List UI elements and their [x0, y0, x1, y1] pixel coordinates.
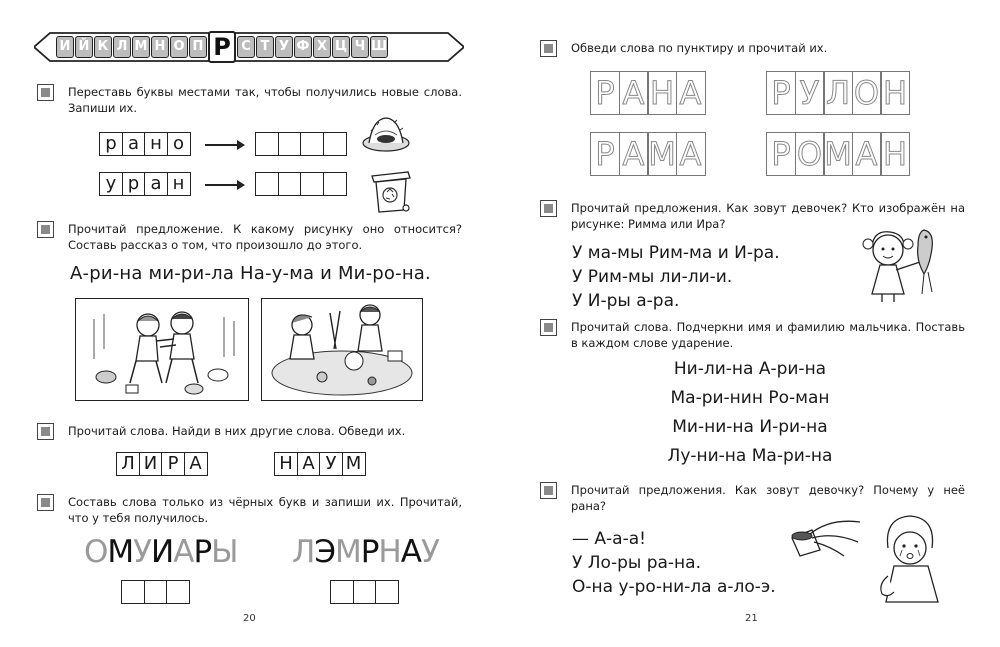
- task-checkbox[interactable]: [37, 423, 54, 440]
- text-line: У Рим-мы ли-ли-и.: [572, 267, 733, 287]
- gray-letter: Н: [378, 534, 401, 570]
- answer-cells[interactable]: [255, 172, 347, 196]
- answer-cells[interactable]: [330, 580, 399, 604]
- answer-cell[interactable]: [278, 132, 302, 156]
- recycle-bin-icon: [370, 164, 412, 216]
- answer-cells[interactable]: [255, 132, 347, 156]
- word-cells-uran: [99, 172, 191, 196]
- mole-hole-icon: [361, 113, 411, 153]
- letter-cell: н: [167, 172, 191, 196]
- alphabet-letter: Х: [313, 36, 331, 58]
- dotted-letter: Н: [880, 71, 910, 115]
- alphabet-letter: Ц: [332, 36, 350, 58]
- task-sentence-picture: [37, 221, 462, 253]
- black-letter: Э: [314, 534, 335, 570]
- alphabet-letter: Ш: [370, 36, 388, 58]
- dotted-letter: О: [795, 132, 825, 176]
- trace-word-rama[interactable]: [590, 132, 706, 176]
- black-letter: А: [400, 534, 421, 570]
- answer-cell[interactable]: [330, 580, 354, 604]
- dotted-letter: А: [619, 71, 649, 115]
- word-cells-lira[interactable]: [116, 452, 208, 476]
- alphabet-letters: [56, 33, 388, 63]
- answer-cell[interactable]: [300, 132, 324, 156]
- dotted-letter: Р: [766, 132, 796, 176]
- dotted-letter: М: [647, 132, 677, 176]
- reading-lines: [572, 527, 776, 599]
- letter-cell: а: [122, 132, 146, 156]
- task-checkbox[interactable]: [540, 200, 557, 217]
- name-list: [500, 355, 1000, 471]
- picture-boys-fighting[interactable]: [75, 298, 249, 401]
- answer-cell[interactable]: [255, 172, 279, 196]
- trace-word-rulon[interactable]: [766, 71, 910, 115]
- alphabet-letter: О: [170, 36, 188, 58]
- page-number: 21: [745, 613, 758, 624]
- task-checkbox[interactable]: [540, 40, 557, 57]
- gray-letter: М: [334, 534, 361, 570]
- black-letter: Р: [193, 534, 212, 570]
- task-black-letters: [37, 494, 462, 526]
- answer-cell[interactable]: [121, 580, 145, 604]
- task-find-words: [37, 423, 462, 440]
- alphabet-letter: Р: [208, 31, 236, 63]
- answer-cells[interactable]: [121, 580, 190, 604]
- dotted-letter: Н: [647, 71, 677, 115]
- text-line: У И-ры а-ра.: [572, 291, 680, 311]
- task-underline-name: [540, 319, 965, 351]
- dotted-letter: М: [823, 132, 853, 176]
- alphabet-letter: Н: [151, 36, 169, 58]
- aloe-pot-icon: [788, 518, 866, 558]
- text-line: Ма-ри-нин Ро-ман: [670, 388, 830, 408]
- letter-cell: у: [99, 172, 123, 196]
- alphabet-letter: Л: [113, 36, 131, 58]
- letter-cell: Р: [161, 452, 185, 476]
- task-instruction: Прочитай слова. Подчеркни имя и фамилию мальчика. Поставь в каждом слове ударение.: [571, 320, 965, 350]
- letter-puzzle-2: [292, 534, 439, 570]
- task-instruction: Обведи слова по пунктиру и прочитай их.: [571, 41, 828, 55]
- text-line: Ми-ни-на И-ри-на: [672, 417, 828, 437]
- letter-cell: А: [184, 452, 208, 476]
- letter-puzzle-1: [84, 534, 238, 570]
- answer-cell[interactable]: [323, 132, 347, 156]
- dotted-letter: А: [676, 71, 706, 115]
- letter-cell: Н: [274, 452, 298, 476]
- letter-cell: р: [99, 132, 123, 156]
- alphabet-letter: П: [189, 36, 207, 58]
- children-playing-illustration: [262, 299, 423, 401]
- task-instruction: Переставь буквы местами так, чтобы получились новые слова. Запиши их.: [68, 85, 462, 115]
- task-trace-words: [540, 40, 965, 57]
- gray-letter: У: [133, 534, 152, 570]
- text-line: О-на у-ро-ни-ла а-ло-э.: [572, 577, 776, 597]
- text-line: Ни-ли-на А-ри-на: [673, 359, 827, 379]
- reading-sentence: А-ри-на ми-ри-ла На-у-ма и Ми-ро-на.: [70, 263, 431, 284]
- alphabet-letter: К: [94, 36, 112, 58]
- answer-cell[interactable]: [323, 172, 347, 196]
- answer-cell[interactable]: [300, 172, 324, 196]
- crying-girl-icon: [868, 512, 950, 604]
- task-lora-wound: [540, 482, 965, 514]
- black-letter: М: [107, 534, 134, 570]
- girl-with-parrot-icon: [858, 222, 954, 304]
- answer-cell[interactable]: [166, 580, 190, 604]
- gray-letter: У: [420, 534, 439, 570]
- task-instruction: Прочитай предложение. К какому рисунку оно относится? Составь рассказ о том, что произошло до этого.: [68, 222, 462, 252]
- dotted-letter: Р: [590, 132, 620, 176]
- letter-cell: н: [144, 132, 168, 156]
- letter-cell: а: [144, 172, 168, 196]
- alphabet-letter: Ч: [351, 36, 369, 58]
- answer-cell[interactable]: [278, 172, 302, 196]
- dotted-letter: Л: [823, 71, 853, 115]
- black-letter: И: [151, 534, 174, 570]
- answer-cell[interactable]: [144, 580, 168, 604]
- alphabet-letter: М: [132, 36, 150, 58]
- alphabet-letter: Й: [75, 36, 93, 58]
- task-instruction: Прочитай слова. Найди в них другие слова. Обведи их.: [68, 424, 406, 438]
- boys-fighting-illustration: [76, 299, 249, 401]
- task-checkbox[interactable]: [37, 494, 54, 511]
- task-instruction: Прочитай предложения. Как зовут девочку? Почему у неё рана?: [571, 483, 965, 513]
- trace-word-roman[interactable]: [766, 132, 910, 176]
- alphabet-letter: У: [275, 36, 293, 58]
- text-line: У Ло-ры ра-на.: [572, 553, 701, 573]
- gray-letter: Л: [292, 534, 315, 570]
- answer-cell[interactable]: [353, 580, 377, 604]
- gray-letter: Ы: [211, 534, 238, 570]
- letter-cell: И: [139, 452, 163, 476]
- task-checkbox[interactable]: [37, 84, 54, 101]
- letter-cell: о: [167, 132, 191, 156]
- letter-cell: М: [342, 452, 366, 476]
- dotted-letter: У: [795, 71, 825, 115]
- dotted-letter: А: [676, 132, 706, 176]
- answer-cell[interactable]: [375, 580, 399, 604]
- word-cells-rano: [99, 132, 191, 156]
- black-letter: Р: [360, 534, 379, 570]
- dotted-letter: Р: [590, 71, 620, 115]
- letter-cell: А: [297, 452, 321, 476]
- picture-children-playing[interactable]: [261, 298, 423, 401]
- text-line: У ма-мы Рим-ма и И-ра.: [572, 243, 780, 263]
- task-instruction: Составь слова только из чёрных букв и запиши их. Прочитай, что у тебя получилось.: [68, 495, 462, 525]
- dotted-letter: Р: [766, 71, 796, 115]
- word-cells-naum[interactable]: [274, 452, 366, 476]
- alphabet-letter: И: [56, 36, 74, 58]
- alphabet-strip: [34, 31, 464, 63]
- letter-cell: У: [319, 452, 343, 476]
- arrow-icon: [205, 184, 243, 186]
- alphabet-letter: Т: [256, 36, 274, 58]
- task-checkbox[interactable]: [540, 482, 557, 499]
- alphabet-letter: Ф: [294, 36, 312, 58]
- letter-cell: Л: [116, 452, 140, 476]
- task-instruction: Прочитай предложения. Как зовут девочек? Кто изображён на рисунке: Римма или Ира?: [571, 201, 965, 231]
- text-line: Лу-ни-на Ма-ри-на: [667, 446, 833, 466]
- trace-word-rana[interactable]: [590, 71, 706, 115]
- right-page: [500, 0, 1000, 647]
- answer-cell[interactable]: [255, 132, 279, 156]
- arrow-icon: [205, 144, 243, 146]
- task-checkbox[interactable]: [540, 319, 557, 336]
- dotted-letter: Н: [880, 132, 910, 176]
- text-line: — А-а-а!: [572, 529, 646, 549]
- page-number: 20: [243, 613, 256, 624]
- task-rearrange: [37, 84, 462, 116]
- dotted-letter: А: [619, 132, 649, 176]
- letter-cell: р: [122, 172, 146, 196]
- reading-lines: [572, 241, 780, 313]
- gray-letter: А: [173, 534, 194, 570]
- dotted-letter: О: [852, 71, 882, 115]
- dotted-letter: А: [852, 132, 882, 176]
- task-checkbox[interactable]: [37, 221, 54, 238]
- gray-letter: О: [84, 534, 108, 570]
- alphabet-letter: С: [237, 36, 255, 58]
